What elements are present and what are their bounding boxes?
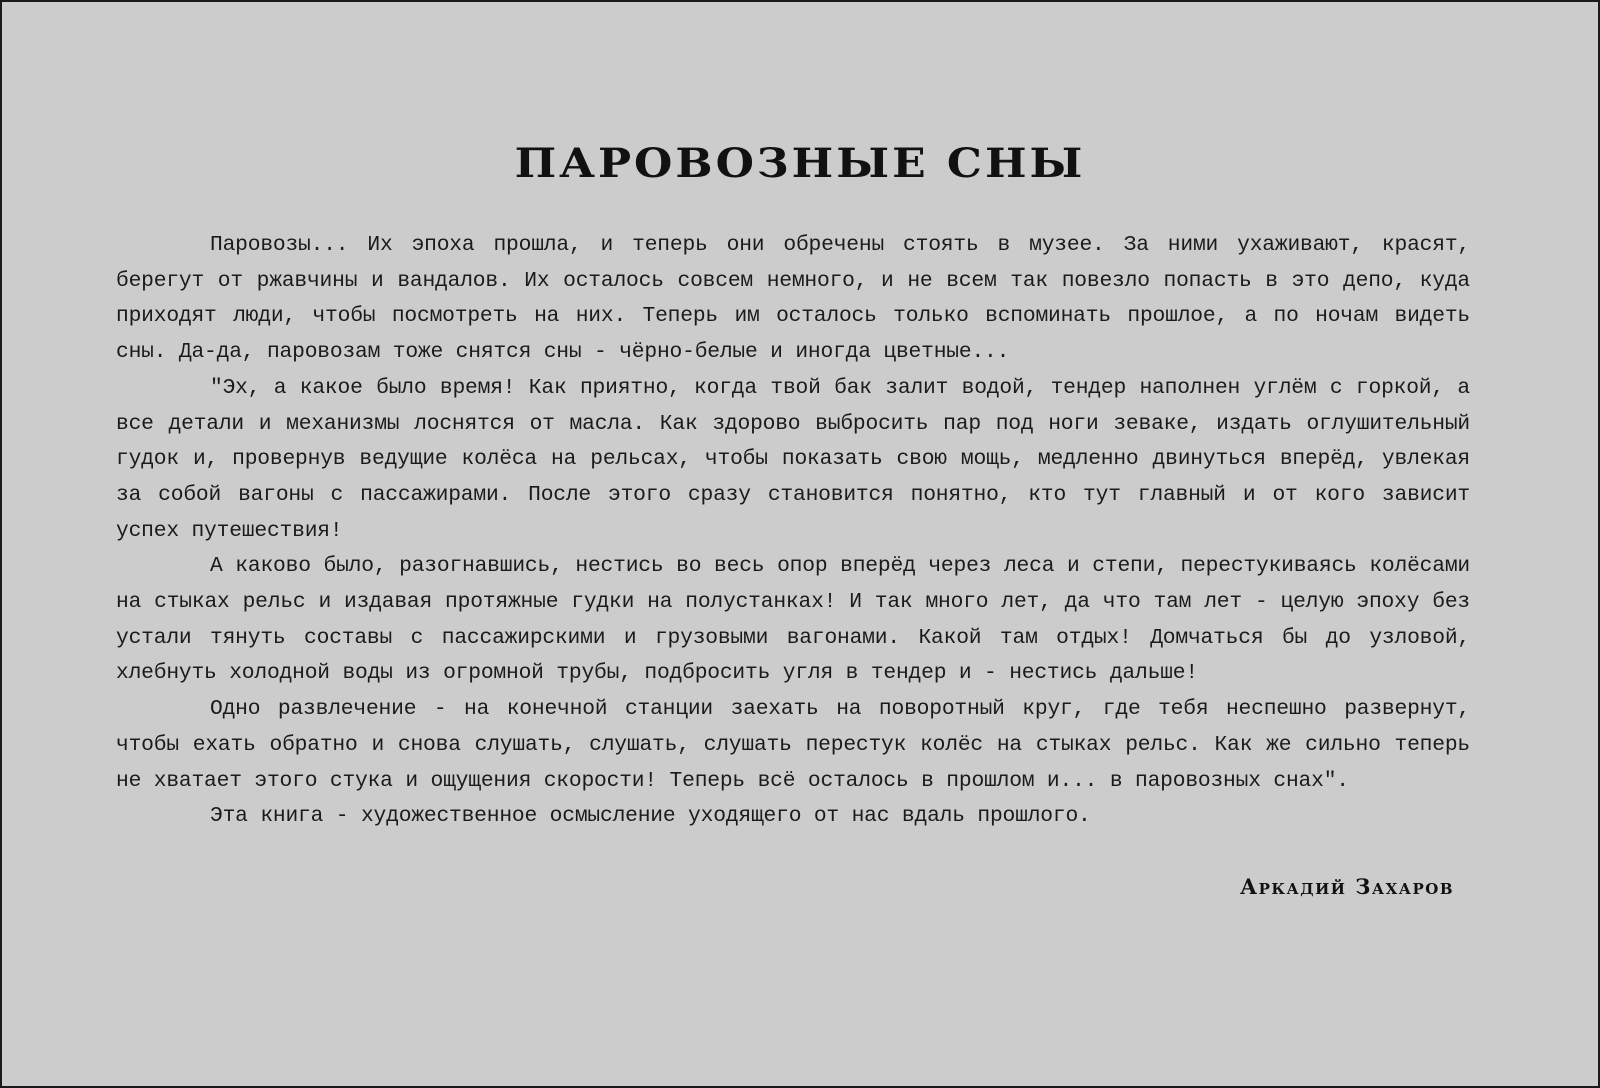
- author-signature: Аркадий Захаров: [1240, 874, 1454, 899]
- page-title: ПАРОВОЗНЫЕ СНЫ: [514, 140, 1086, 187]
- paragraph: Паровозы... Их эпоха прошла, и теперь они обречены стоять в музее. За ними ухаживают, красят, берегут от ржавчины и вандалов. Их осталось совсем немного, и не всем так повезло попасть в это депо, куда приходят люди, чтобы посмотреть на них. Теперь им осталось только вспоминать прошлое, а по ночам видеть сны. Да-да, паровозам тоже снятся сны - чёрно-белые и иногда цветные...: [116, 233, 1470, 365]
- paragraph: А каково было, разогнавшись, нестись во весь опор вперёд через леса и степи, перестукиваясь колёсами на стыках рельс и издавая протяжные гудки на полустанках! И так много лет, да что там лет - целую эпоху без устали тянуть составы с пассажирскими и грузовыми вагонами. Какой там отдых! Домчаться бы до узловой, хлебнуть холодной воды из огромной трубы, подбросить угля в тендер и - нестись дальше!: [116, 554, 1470, 686]
- paragraph: Одно развлечение - на конечной станции заехать на поворотный круг, где тебя неспешно развернут, чтобы ехать обратно и снова слушать, слушать, слушать перестук колёс на стыках рельс. Как же сильно теперь не хватает этого стука и ощущения скорости! Теперь всё осталось в прошлом и... в паровозных снах".: [116, 697, 1470, 793]
- paragraph: Эта книга - художественное осмысление уходящего от нас вдаль прошлого.: [210, 804, 1091, 829]
- paragraph: "Эх, а какое было время! Как приятно, когда твой бак залит водой, тендер наполнен углём с горкой, а все детали и механизмы лоснятся от масла. Как здорово выбросить пар под ноги зеваке, издать оглушительный гудок и, провернув ведущие колёса на рельсах, чтобы показать свою мощь, медленно двинуться вперёд, увлекая за собой вагоны с пассажирами. После этого сразу становится понятно, кто тут главный и от кого зависит успех путешествия!: [116, 375, 1470, 543]
- body-text: [116, 228, 1470, 835]
